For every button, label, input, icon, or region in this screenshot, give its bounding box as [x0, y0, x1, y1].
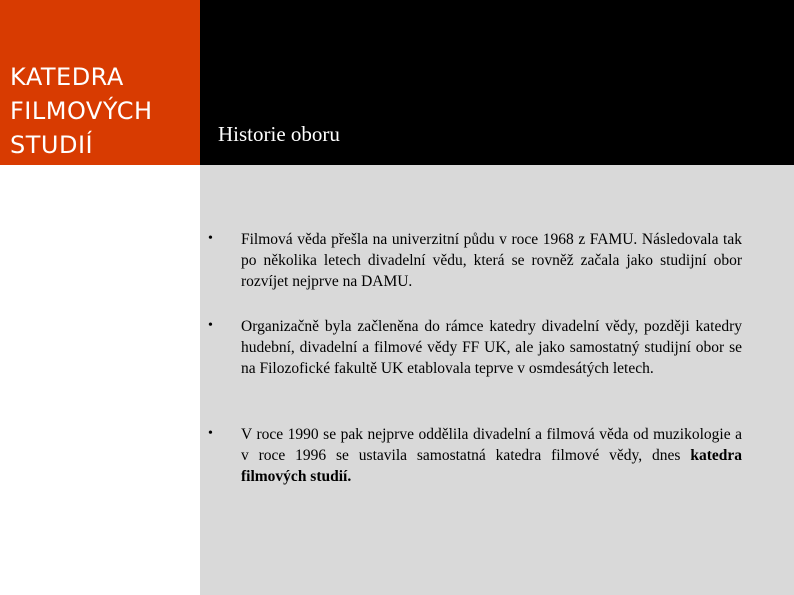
logo-line-2: FILMOVÝCH: [10, 97, 153, 125]
bullet-icon: •: [208, 231, 213, 246]
slide-title: Historie oboru: [218, 122, 340, 146]
bullet-text-bold: katedra filmových studií.: [241, 447, 742, 485]
content-panel: [200, 165, 794, 595]
bullet-icon: •: [208, 426, 213, 441]
bullet-text: Organizačně byla začleněna do rámce katedry divadelní vědy, později katedry hudební, divadelní a filmové vědy FF UK, ale jako samostatný studijní obor se na Filozofické fakultě UK etablovala teprve v osmdesátých letech.: [241, 318, 742, 377]
bullet-text: [241, 424, 742, 487]
logo-line-1: KATEDRA: [10, 63, 124, 91]
logo-line-3: STUDIÍ: [10, 131, 94, 159]
department-logo: [0, 0, 200, 165]
bullet-text-regular: V roce 1990 se pak nejprve oddělila divadelní a filmová věda od muzikologie a v roce 1996 se ustavila samostatná katedra filmové vědy, dnes: [241, 426, 742, 464]
bullet-icon: •: [208, 318, 213, 333]
bullet-text: Filmová věda přešla na univerzitní půdu v roce 1968 z FAMU. Následovala tak po několika letech divadelní vědu, která se rovněž začala jako studijní obor rozvíjet nejprve na DAMU.: [241, 231, 742, 290]
